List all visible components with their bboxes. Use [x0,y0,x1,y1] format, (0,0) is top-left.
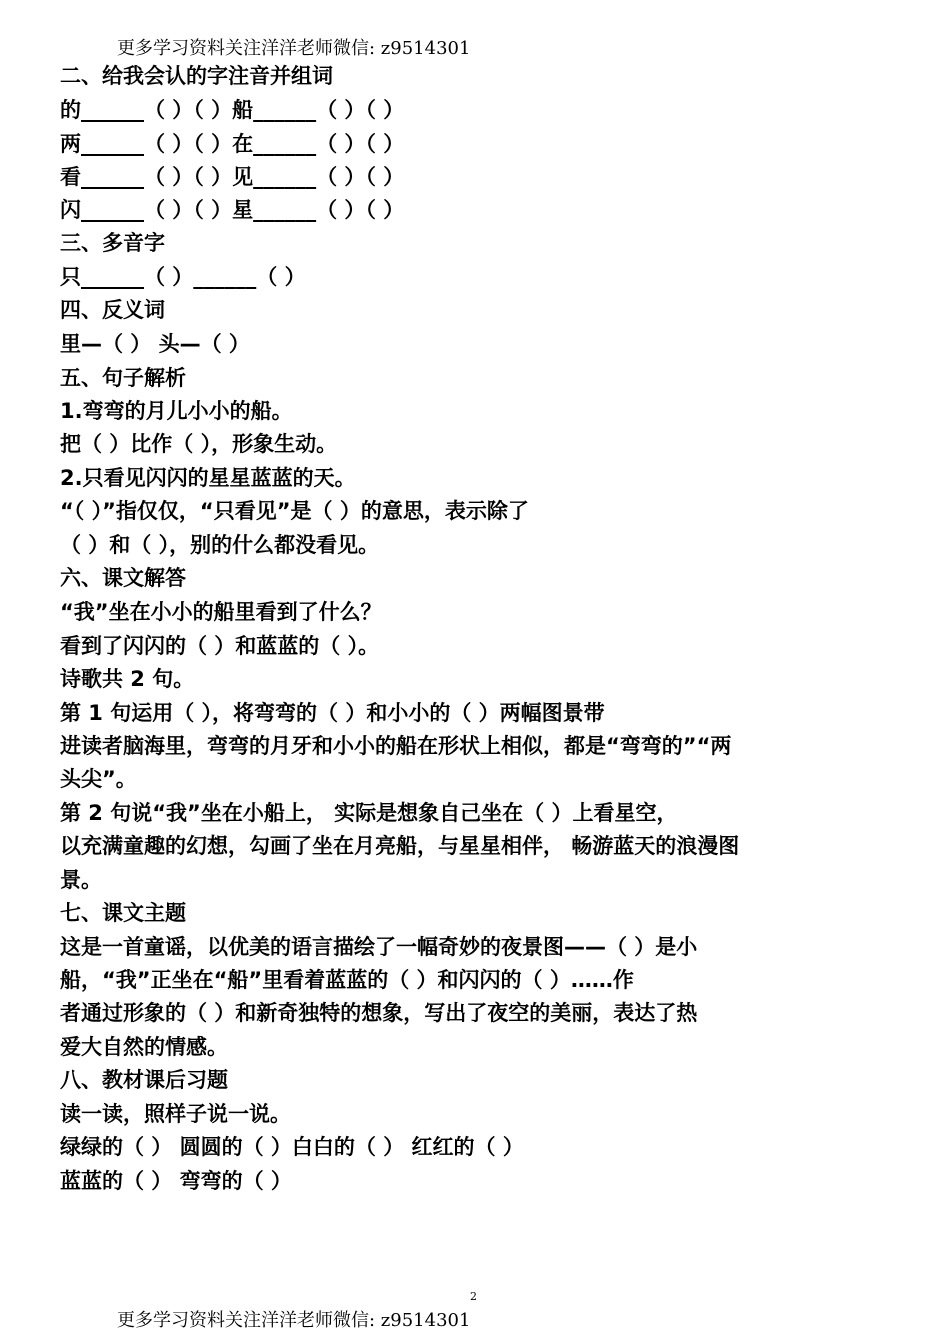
text-line: 绿绿的（ ） 圆圆的（ ）白白的（ ） 红红的（ ） [60,1135,524,1159]
text-line: “我”坐在小小的船里看到了什么？ [60,600,382,624]
footer-text: 更多学习资料关注洋洋老师微信: z9514301 [117,1310,471,1331]
header-text: 更多学习资料关注洋洋老师微信: z9514301 [117,38,471,59]
text-line: 第 2 句说“我”坐在小船上， 实际是想象自己坐在（ ）上看星空， [60,801,678,825]
text-line: （ ）和（ ），别的什么都没看见。 [60,533,380,557]
text-line: 里—（ ） 头—（ ） [60,332,250,356]
text-line: 景。 [60,868,102,892]
text-line: 三、多音字 [60,231,165,255]
text-line: 只______（ ）______（ ） [60,265,306,289]
text-line: 以充满童趣的幻想，勾画了坐在月亮船，与星星相伴， 畅游蓝天的浪漫图 [60,834,740,858]
text-line: 八、教材课后习题 [60,1068,228,1092]
text-line: 闪______（ ）（ ）星______（ ）（ ） [60,198,405,222]
text-line: 看到了闪闪的（ ）和蓝蓝的（ ）。 [60,634,380,658]
text-line: 1.弯弯的月儿小小的船。 [60,399,293,423]
text-line: 把（ ）比作（ ），形象生动。 [60,432,338,456]
text-line: 第 1 句运用（ ），将弯弯的（ ）和小小的（ ）两幅图景带 [60,701,605,725]
text-line: 读一读，照样子说一说。 [60,1102,291,1126]
text-line: 六、课文解答 [60,566,186,590]
text-line: 二、给我会认的字注音并组词 [60,64,333,88]
text-line: 船，“我”正坐在“船”里看着蓝蓝的（ ）和闪闪的（ ）……作 [60,968,634,992]
text-line: 这是一首童谣，以优美的语言描绘了一幅奇妙的夜景图——（ ）是小 [60,935,698,959]
text-line: “（ ）”指仅仅，“只看见”是（ ）的意思，表示除了 [60,499,529,523]
page-number: 2 [470,1290,477,1303]
text-line: 头尖”。 [60,767,137,791]
text-line: 七、课文主题 [60,901,186,925]
text-line: 爱大自然的情感。 [60,1035,228,1059]
text-line: 的______（ ）（ ）船______（ ）（ ） [60,98,405,122]
text-line: 五、句子解析 [60,366,186,390]
text-line: 者通过形象的（ ）和新奇独特的想象，写出了夜空的美丽，表达了热 [60,1001,698,1025]
text-line: 2.只看见闪闪的星星蓝蓝的天。 [60,466,356,490]
text-line: 四、反义词 [60,298,165,322]
text-line: 进读者脑海里，弯弯的月牙和小小的船在形状上相似，都是“弯弯的”“两 [60,734,732,758]
text-line: 两______（ ）（ ）在______（ ）（ ） [60,132,405,156]
text-line: 诗歌共 2 句。 [60,667,195,691]
text-line: 蓝蓝的（ ） 弯弯的（ ） [60,1169,292,1193]
text-line: 看______（ ）（ ）见______（ ）（ ） [60,165,405,189]
